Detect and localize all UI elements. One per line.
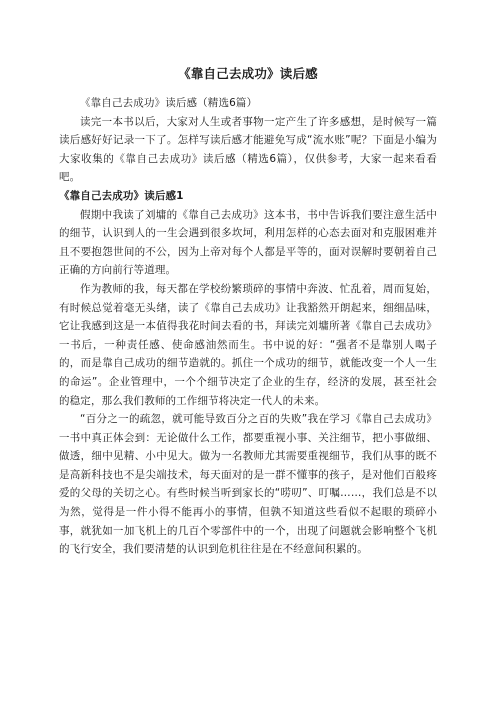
document-body xyxy=(59,94,437,559)
paragraph: 假期中我读了刘墉的《靠自己去成功》这本书，书中告诉我们要注意生活中的细节，认识到人的一生会遇到很多坎坷，利用怎样的心态去面对和克服困难并且不要抱怨世间的不公，因为上帝对每个人都是平等的，面对误解时要朝着自己正确的方向前行等道理。 xyxy=(59,208,437,277)
section-heading: 《靠自己去成功》读后感1 xyxy=(59,189,184,202)
paragraph-intro: 读完一本书以后，大家对人生或者事物一定产生了许多感想，是时候写一篇读后感好好记录一下了。怎样写读后感才能避免写成“流水账”呢？下面是小编为大家收集的《靠自己去成功》读后感（精选6篇），仅供参考，大家一起来看看吧。 xyxy=(59,115,437,184)
page-title: 《靠自己去成功》读后感 xyxy=(178,66,318,81)
paragraph-subtitle: 《靠自己去成功》读后感（精选6篇） xyxy=(80,97,258,109)
paragraph: “百分之一的疏忽，就可能导致百分之百的失败”我在学习《靠自己去成功》一书中真正体会到：无论做什么工作，都要重视小事、关注细节，把小事做细、做透，细中见精、小中见大。做为一名教师尤其需要重视细节，我们从事的既不是高新科技也不是尖端技术，每天面对的是一群不懂事的孩子，是对他们百般疼爱的父母的关切之心。有些时候当听到家长的“唠叨”、叮嘱……，我们总是不以为然，觉得是一件小得不能再小的事情，但孰不知道这些看似不起眼的琐碎小事，就犹如一加飞机上的几百个零部件中的一个，出现了问题就会影响整个飞机的飞行安全，我们要清楚的认识到危机往往是在不经意间积累的。 xyxy=(59,413,437,556)
paragraph: 作为教师的我，每天都在学校纷繁琐碎的事情中奔波、忙乱着，周而复始，有时候总觉着毫无头绪，读了《靠自己去成功》让我豁然开朗起来，细细品味，它让我感到这是一本值得我花时间去看的书，拜读完刘墉所著《靠自己去成功》一书后，一种责任感、使命感油然而生。书中说的好：“强者不是靠别人喝子的，而是靠自己成功的细节造就的。抓住一个成功的细节，就能改变一个人一生的命运”。企业管理中，一个个细节决定了企业的生存，经济的发展，甚至社会的稳定，那么我们教师的工作细节将决定一代人的未来。 xyxy=(59,282,437,407)
